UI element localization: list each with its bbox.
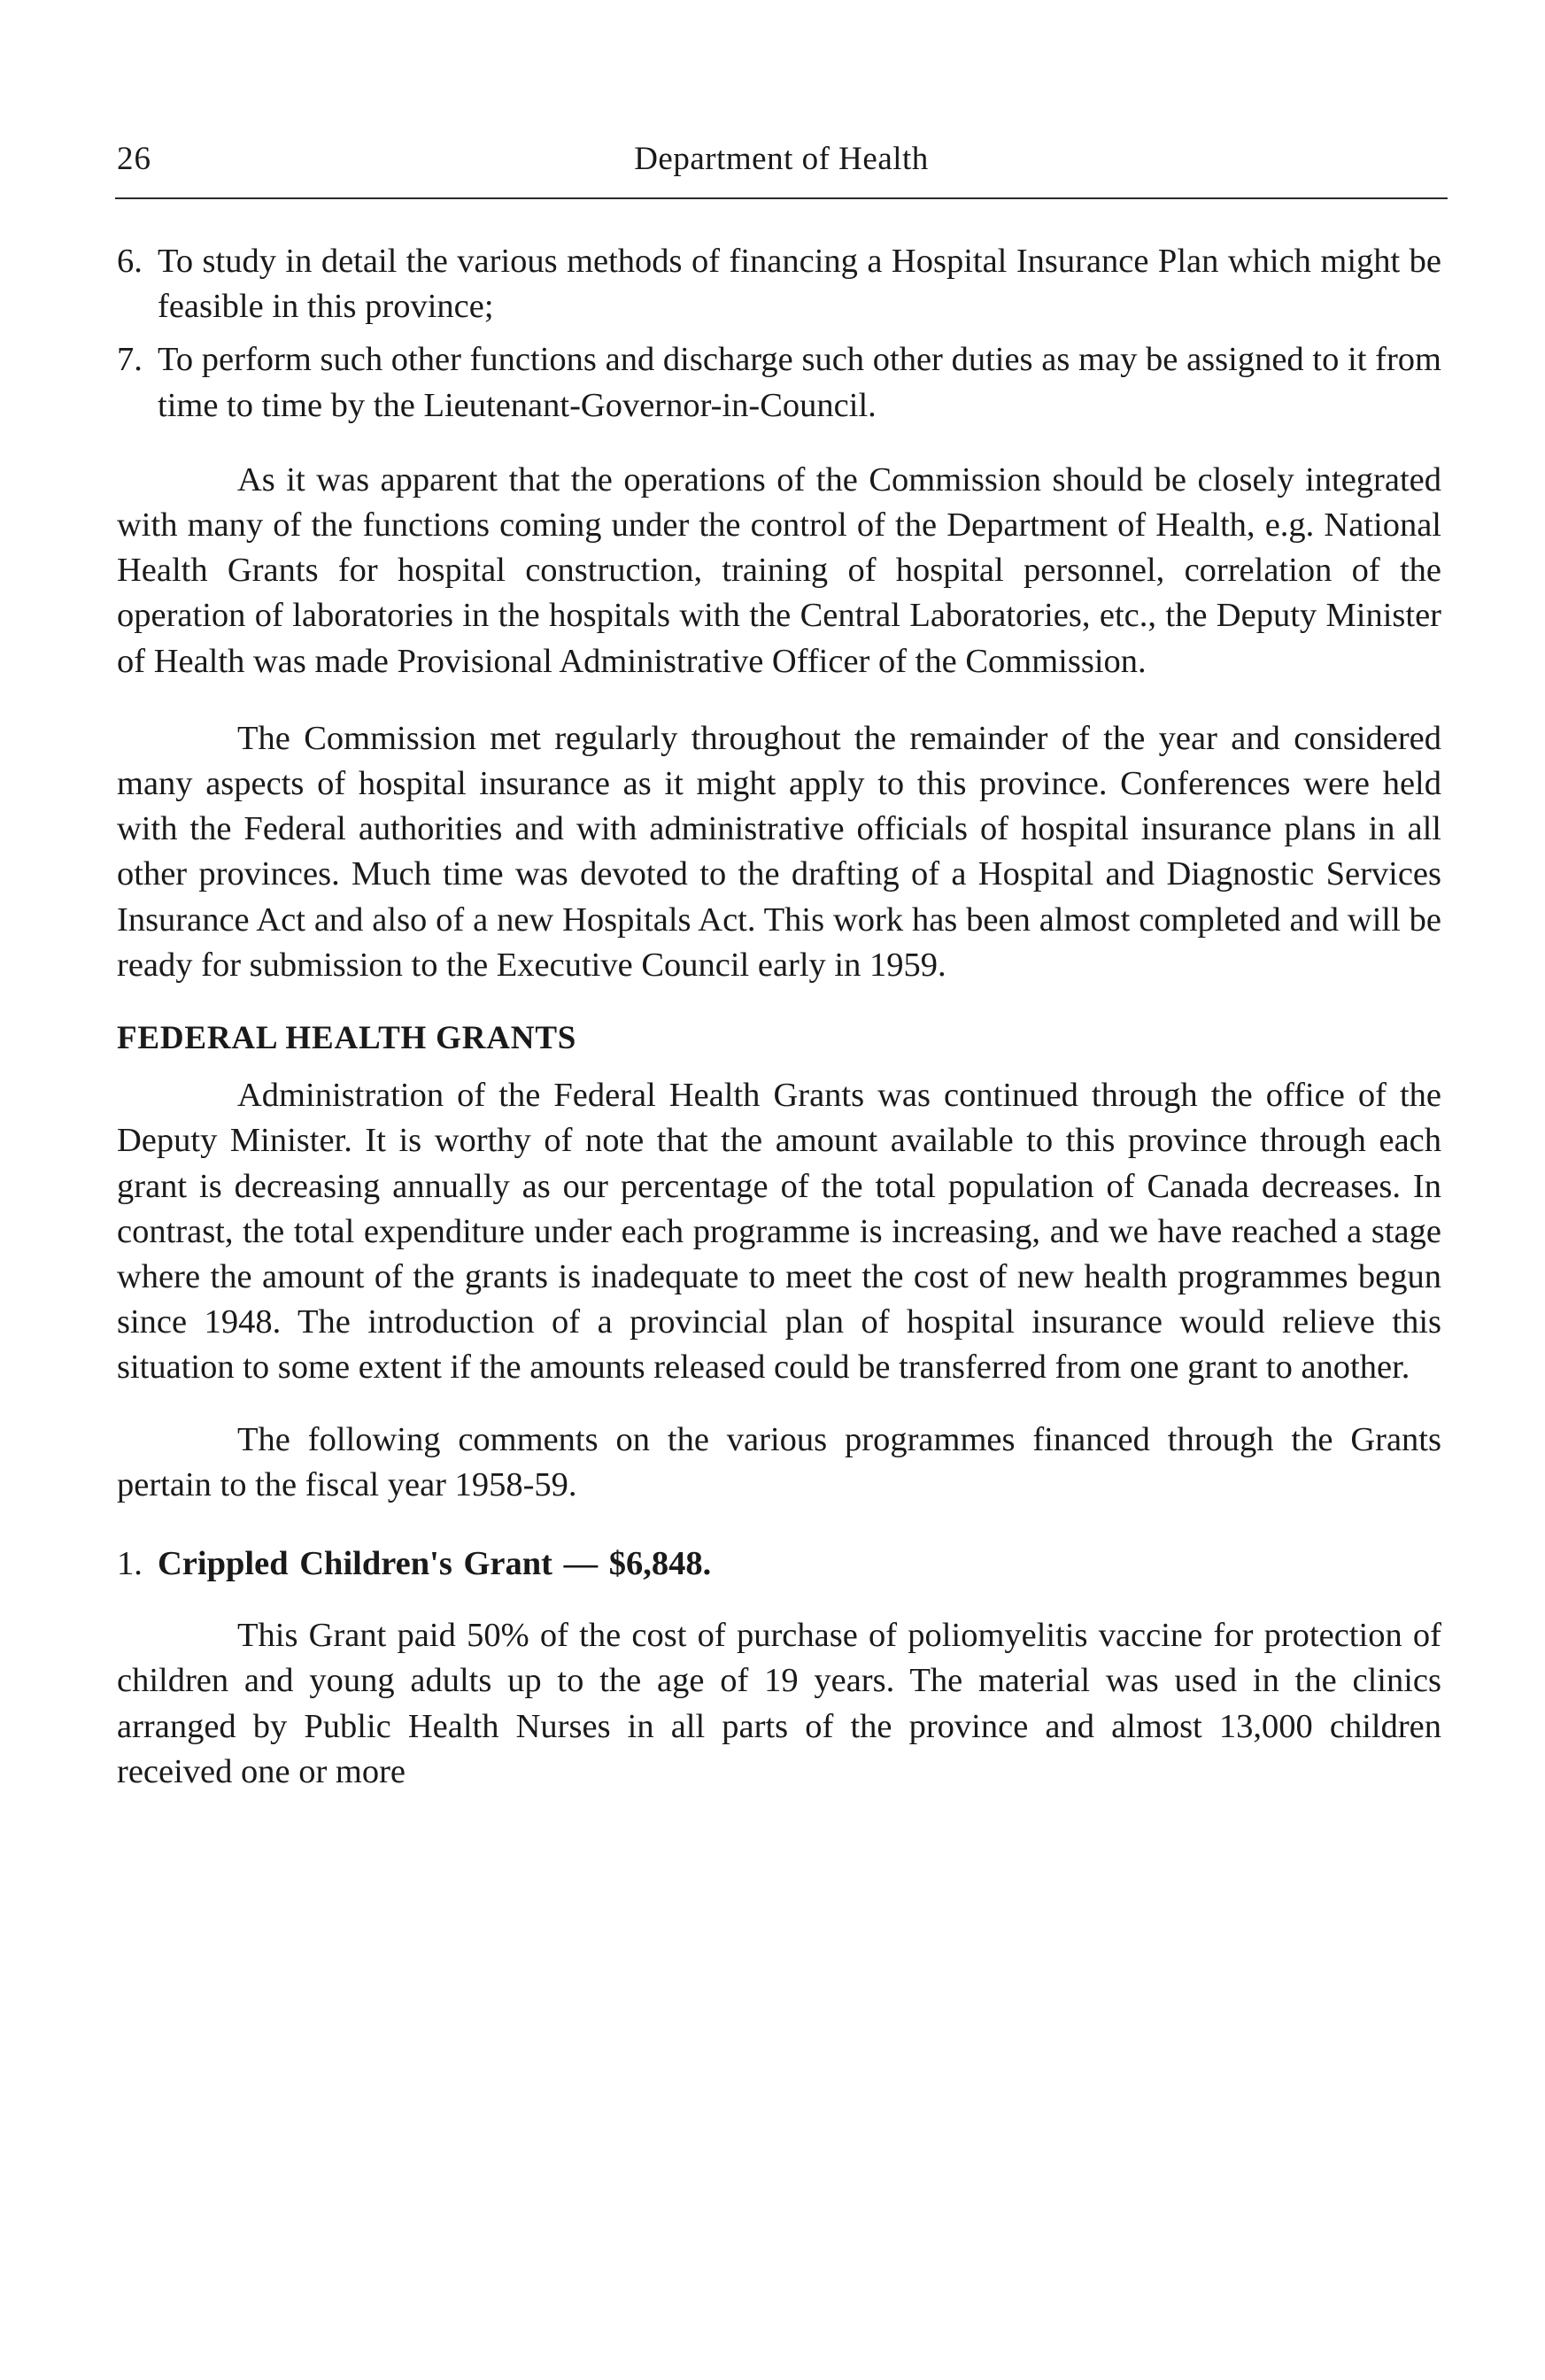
list-item bbox=[117, 239, 1441, 329]
page-number: 26 bbox=[117, 141, 151, 177]
paragraph-following-comments: The following comments on the various programmes financed through the Grants pertain to the fiscal year 1958-59. bbox=[117, 1420, 1441, 1503]
list-item-number: 7. bbox=[117, 341, 143, 379]
list-item-text: To perform such other functions and discharge such other duties as may be assigned to it from time to time by the Lieutenant-Governor-in-Council. bbox=[158, 341, 1441, 424]
section-heading: FEDERAL HEALTH GRANTS bbox=[117, 1020, 577, 1057]
grant-number: 1. bbox=[117, 1545, 143, 1583]
running-head: Department of Health bbox=[634, 141, 929, 177]
header-rule bbox=[115, 197, 1448, 199]
list-item-number: 6. bbox=[117, 243, 143, 280]
page-body bbox=[117, 239, 1441, 1795]
list-item bbox=[117, 337, 1441, 428]
grant-title: Crippled Children's Grant — $6,848. bbox=[158, 1545, 712, 1583]
paragraph-administration: Administration of the Federal Health Grants was continued through the office of the Deputy Minister. It is worthy of note that the amount available to this province through each grant is decreasing annually as our percentage of the total population of Canada decreases. In contrast, the total expenditure under each programme is increasing, and we have reached a stage where the amount of the grants is inadequate to meet the cost of new health programmes begun since 1948. The introduction of a provincial plan of hospital insurance would relieve this situation to some extent if the amounts released could be transferred from one grant to another. bbox=[117, 1077, 1441, 1387]
list-item-text: To study in detail the various methods of financing a Hospital Insurance Plan which might be feasible in this province; bbox=[158, 243, 1441, 326]
grant-heading bbox=[117, 1542, 1441, 1587]
paragraph-operations: As it was apparent that the operations of the Commission should be closely integrated with many of the functions coming under the control of the Department of Health, e.g. National Health Grants for hospital construction, training of hospital personnel, correlation of the operation of laboratories in the hospitals with the Central Laboratories, etc., the Deputy Minister of Health was made Provisional Administrative Officer of the Commission. bbox=[117, 460, 1441, 680]
page-header bbox=[115, 140, 1448, 193]
paragraph-commission-met: The Commission met regularly throughout the remainder of the year and considered many aspects of hospital insurance as it might apply to this province. Conferences were held with the Federal authorities and with administrative officials of hospital insurance plans in all other provinces. Much time was devoted to the drafting of a Hospital and Diagnostic Services Insurance Act and also of a new Hospitals Act. This work has been almost completed and will be ready for submission to the Executive Council early in 1959. bbox=[117, 719, 1441, 984]
paragraph-crippled-children: This Grant paid 50% of the cost of purchase of poliomyelitis vaccine for protection of children and young adults up to the age of 19 years. The material was used in the clinics arranged by Public Health Nurses in all parts of the province and almost 13,000 children received one or more bbox=[117, 1617, 1441, 1790]
